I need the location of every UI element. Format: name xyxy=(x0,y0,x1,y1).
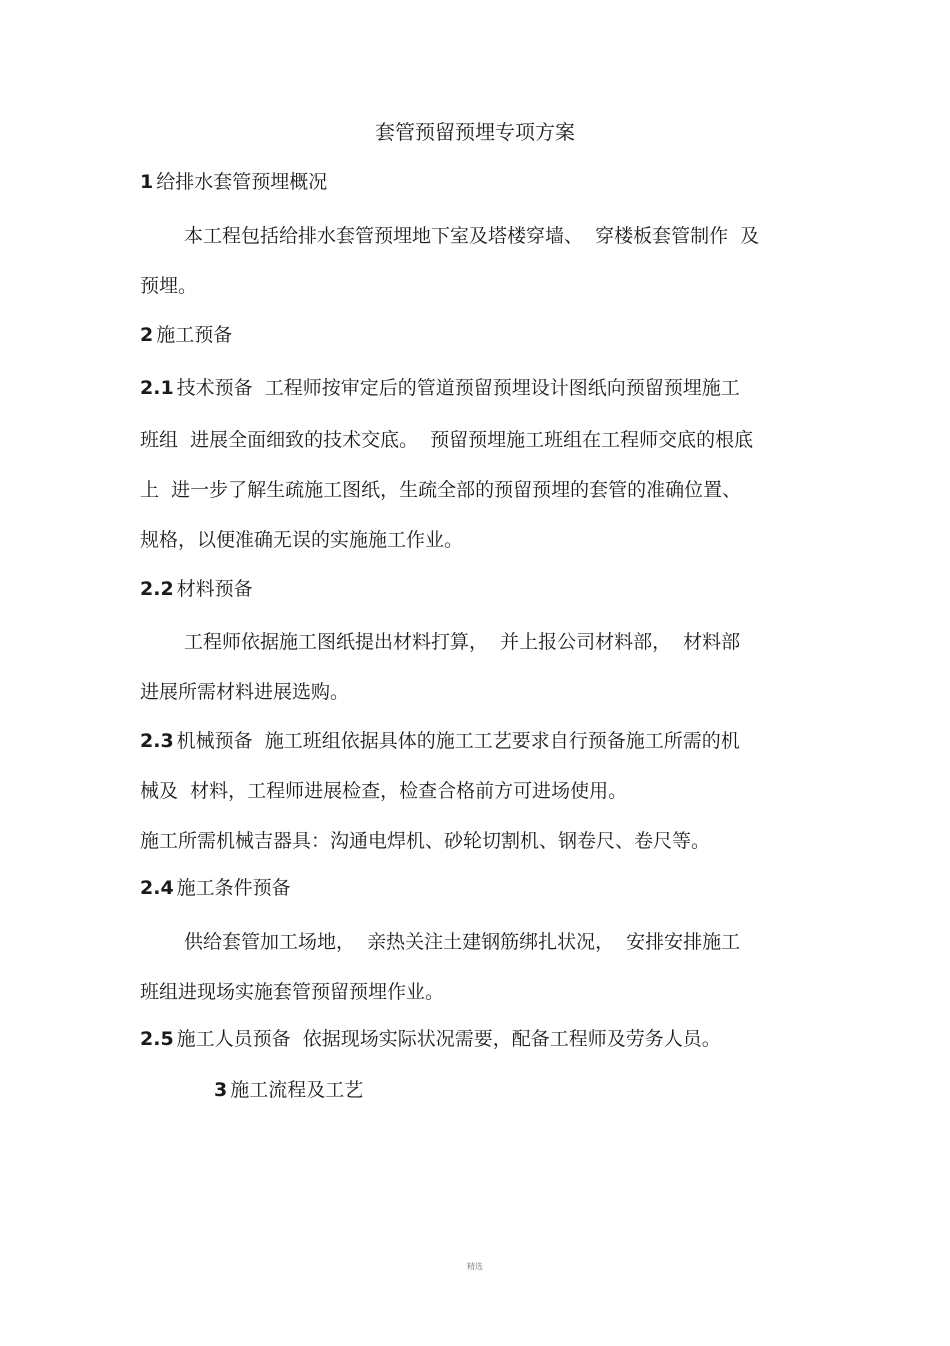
paragraph-line: 本工程包括给排水套管预埋地下室及塔楼穿墙、 穿楼板套管制作 及 xyxy=(184,225,760,247)
paragraph-line: 班组进现场实施套管预留预埋作业。 xyxy=(140,981,445,1003)
paragraph-text: 施工人员预备 依据现场实际状况需要，配备工程师及劳务人员。 xyxy=(176,1028,721,1050)
page-footer: 精选 xyxy=(467,1262,483,1271)
section-heading-text: 施工流程及工艺 xyxy=(230,1079,364,1101)
paragraph-line: 上 进一步了解生疏施工图纸，生疏全部的预留预埋的套管的准确位置、 xyxy=(140,479,742,501)
section-2-2-heading xyxy=(140,577,253,601)
section-2-5-line xyxy=(140,1027,721,1051)
section-heading-text: 材料预备 xyxy=(176,578,253,600)
section-number: 2.4 xyxy=(140,877,174,899)
paragraph-line: 工程师依据施工图纸提出材料打算， 并上报公司材料部， 材料部 xyxy=(184,631,741,653)
paragraph-line: 规格，以便准确无误的实施施工作业。 xyxy=(140,529,464,551)
section-number: 2.5 xyxy=(140,1028,174,1050)
section-2-heading xyxy=(140,323,232,347)
paragraph-line: 械及 材料，工程师进展检查，检查合格前方可进场使用。 xyxy=(140,780,628,802)
section-number: 2.3 xyxy=(140,730,174,752)
paragraph-line: 预埋。 xyxy=(140,275,198,297)
paragraph-line: 施工所需机械吉器具：沟通电焊机、砂轮切割机、钢卷尺、卷尺等。 xyxy=(140,830,711,852)
section-heading-text: 施工预备 xyxy=(156,324,233,346)
section-1-heading xyxy=(140,170,327,194)
section-2-3-line xyxy=(140,729,740,753)
paragraph-text: 机械预备 施工班组依据具体的施工工艺要求自行预备施工所需的机 xyxy=(176,730,740,752)
section-heading-text: 施工条件预备 xyxy=(176,877,291,899)
section-2-1-line xyxy=(140,376,740,400)
section-2-4-heading xyxy=(140,876,291,900)
section-number: 1 xyxy=(140,171,154,193)
paragraph-text: 技术预备 工程师按审定后的管道预留预埋设计图纸向预留预埋施工 xyxy=(176,377,740,399)
section-3-heading xyxy=(214,1078,363,1102)
document-title: 套管预留预埋专项方案 xyxy=(375,120,575,144)
paragraph-line: 供给套管加工场地， 亲热关注土建钢筋绑扎状况， 安排安排施工 xyxy=(184,931,741,953)
section-number: 2.2 xyxy=(140,578,174,600)
section-number: 3 xyxy=(214,1079,228,1101)
paragraph-line: 进展所需材料进展选购。 xyxy=(140,681,350,703)
section-number: 2.1 xyxy=(140,377,174,399)
paragraph-line: 班组 进展全面细致的技术交底。 预留预埋施工班组在工程师交底的根底 xyxy=(140,429,754,451)
section-number: 2 xyxy=(140,324,154,346)
section-heading-text: 给排水套管预埋概况 xyxy=(156,171,328,193)
